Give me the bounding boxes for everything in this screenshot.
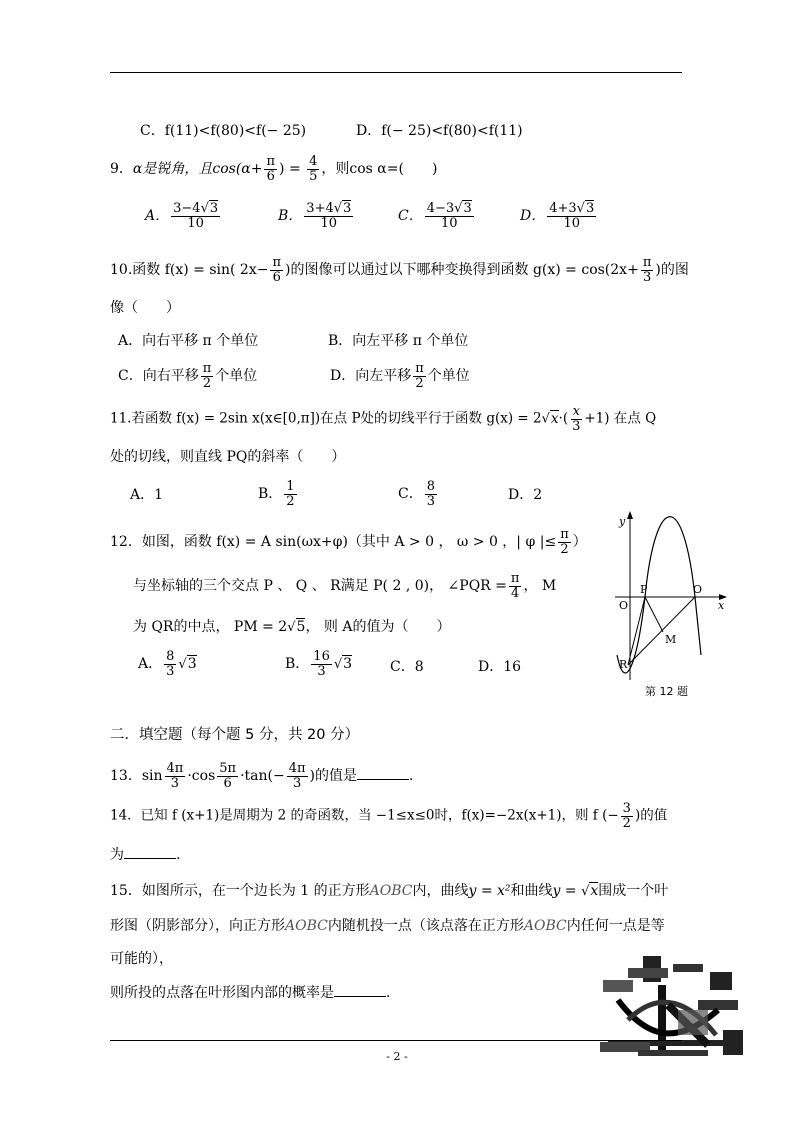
question-12-figure	[605, 505, 735, 705]
question-15-line4: 则所投的点落在叶形图内部的概率是 .	[110, 985, 391, 1001]
question-12-line2: 与坐标轴的三个交点 P 、 Q 、 R满足 P( 2 , 0)， ∠PQR = $\frac{\pi}{4}$ ， M	[133, 571, 557, 601]
q9-option-b: B． $\frac{3+4√3}{10}$	[278, 201, 352, 231]
header-rule	[110, 72, 682, 73]
question-12-line3: 为 QR的中点， PM = 2√5， 则 A的值为（ ）	[133, 619, 451, 635]
question-15-line2: 形图（阴影部分），向正方形AOBC内随机投一点（该点落在正方形AOBC内任何一点是等	[110, 918, 665, 934]
fig-label-origin: O	[619, 599, 629, 612]
q9-option-a: A． $\frac{3-4√3}{10}$	[145, 201, 219, 231]
answer-blank[interactable]	[357, 767, 409, 780]
footer-rule	[110, 1040, 682, 1041]
question-13-stem: 13．sin $\frac{4\pi}{3}$ ·cos $\frac{5\pi}{6}$ ·tan(− $\frac{4\pi}{3}$ )的值是 .	[110, 761, 414, 791]
question-12-stem: 12．如图，函数 f(x) = A sin(ωx+φ)（其中 A > 0 ， ω > 0 ，| φ |≤ $\frac{\pi}{2}$ ）	[110, 527, 587, 557]
q10-option-a: A．向右平移 π 个单位	[118, 333, 259, 349]
page-number: - 2 -	[386, 1050, 408, 1063]
q9-option-c: C． $\frac{4-3√3}{10}$	[398, 201, 472, 231]
q11-option-d: D．2	[508, 487, 543, 503]
q11-option-b: B． $\frac{1}{2}$	[258, 479, 295, 509]
fig-label-x: x	[718, 599, 725, 612]
fig-label-r: R	[619, 658, 628, 671]
question-9-stem: 9．α是锐角，且cos(α+ $\frac{\pi}{6}$ ) = $\frac{4}{5}$ ，则cos α=( )	[110, 154, 438, 184]
answer-blank[interactable]	[334, 984, 386, 997]
question-14-stem: 14．已知 f (x+1)是周期为 2 的奇函数，当 −1≤x≤0时，f(x)=−2x(x+1)，则 f (− $\frac{3}{2}$ )的值	[110, 801, 668, 831]
q10-option-c: C．向右平移 $\frac{\pi}{2}$ 个单位	[118, 361, 258, 391]
y-axis-arrow-icon	[627, 511, 633, 519]
question-11-stem: 11.若函数 f(x) = 2sin x(x∈[0,π])在点 P处的切线平行于函数 g(x) = 2√x·( $\frac{x}{3}$ +1) 在点 Q	[110, 404, 657, 434]
q11-option-a: A．1	[130, 487, 164, 503]
question-11-line2: 处的切线，则直线 PQ的斜率（ ）	[110, 449, 346, 465]
q10-option-d: D．向左平移 $\frac{\pi}{2}$ 个单位	[330, 361, 470, 391]
answer-blank[interactable]	[124, 846, 176, 859]
fig-label-y: y	[619, 515, 626, 528]
question-15-figure	[598, 950, 748, 1065]
q9-option-d: D． $\frac{4+3√3}{10}$	[520, 201, 595, 231]
question-14-line2: 为 .	[110, 847, 181, 863]
question-15-line3: 可能的），	[110, 951, 173, 967]
q12-option-a: A． $\frac{8}{3}$ √3	[138, 649, 197, 679]
q10-option-b: B．向左平移 π 个单位	[328, 333, 469, 349]
section-2-heading: 二．填空题（每个题 5 分，共 20 分）	[110, 727, 360, 743]
q12-option-c: C．8	[390, 659, 424, 675]
question-10-stem: 10.函数 f(x) = sin( 2x− $\frac{\pi}{6}$ )的图像可以通过以下哪种变换得到函数 g(x) = cos(2x+ $\frac{\pi}{3}$ )的图	[110, 255, 689, 285]
q11-option-c: C． $\frac{8}{3}$	[398, 479, 435, 509]
question-10-line2: 像（ ）	[110, 300, 180, 316]
q8-option-d: D．f(− 25)<f(80)<f(11)	[356, 123, 523, 139]
q12-option-d: D．16	[478, 659, 522, 675]
question-15-line1: 15．如图所示，在一个边长为 1 的正方形AOBC内，曲线y = x²和曲线y = √x围成一个叶	[110, 883, 669, 899]
fig-label-q: O	[693, 583, 703, 596]
fig-label-m: M	[665, 633, 677, 646]
figure-caption: 第 12 题	[645, 685, 688, 698]
q12-option-b: B． $\frac{16}{3}$ √3	[285, 649, 353, 679]
q8-option-c: C．f(11)<f(80)<f(− 25)	[140, 123, 307, 139]
fig-label-p: P	[640, 583, 648, 596]
